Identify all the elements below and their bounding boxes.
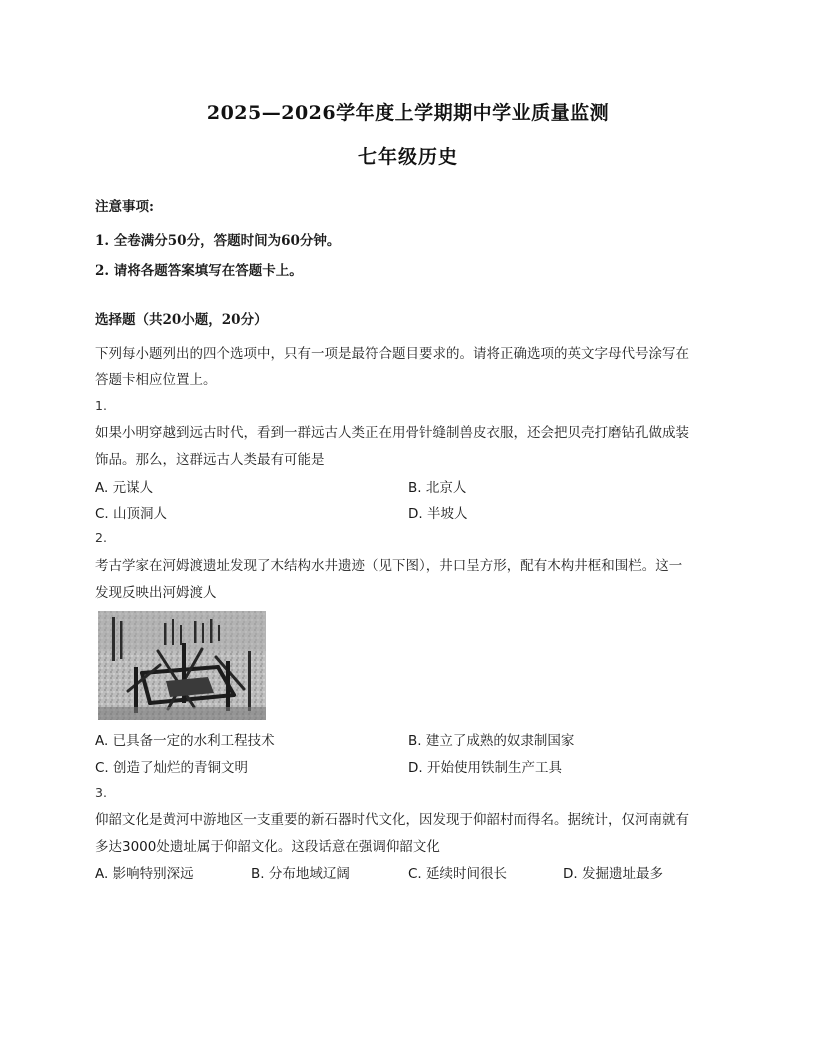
question-stem: 发现反映出河姆渡人 xyxy=(95,585,217,601)
question-number: 2. xyxy=(95,530,107,545)
option-a[interactable]: A. 元谋人 xyxy=(95,480,154,496)
hemudu-well-photo xyxy=(98,611,266,720)
option-a[interactable]: A. 影响特别深远 xyxy=(95,866,194,882)
question-stem: 如果小明穿越到远古时代，看到一群远古人类正在用骨针缝制兽皮衣服，还会把贝壳打磨钻孔做成装 xyxy=(95,425,689,441)
section-instructions: 答题卡相应位置上。 xyxy=(95,372,217,388)
notice-item: 1. 全卷满分50分，答题时间为60分钟。 xyxy=(95,233,341,249)
exam-title: 2025—2026学年度上学期期中学业质量监测 xyxy=(206,102,610,124)
section-instructions: 下列每小题列出的四个选项中，只有一项是最符合题目要求的。请将正确选项的英文字母代号涂写在 xyxy=(95,346,689,362)
question-stem: 多达3000处遗址属于仰韶文化。这段话意在强调仰韶文化 xyxy=(95,839,440,855)
option-d[interactable]: D. 发掘遗址最多 xyxy=(563,866,663,882)
option-c[interactable]: C. 延续时间很长 xyxy=(408,866,508,882)
option-d[interactable]: D. 半坡人 xyxy=(408,506,468,522)
option-b[interactable]: B. 建立了成熟的奴隶制国家 xyxy=(408,733,575,749)
question-stem: 饰品。那么，这群远古人类最有可能是 xyxy=(95,452,325,468)
option-c[interactable]: C. 创造了灿烂的青铜文明 xyxy=(95,760,249,776)
option-b[interactable]: B. 北京人 xyxy=(408,480,467,496)
question-stem: 考古学家在河姆渡遗址发现了木结构水井遗迹（见下图），井口呈方形，配有木构井框和围栏。这一 xyxy=(95,558,683,574)
question-number: 1. xyxy=(95,398,107,413)
question-stem: 仰韶文化是黄河中游地区一支重要的新石器时代文化，因发现于仰韶村而得名。据统计，仅河南就有 xyxy=(95,812,689,828)
exam-subject: 七年级历史 xyxy=(357,146,458,168)
notice-heading: 注意事项: xyxy=(95,199,154,215)
section-heading: 选择题（共20小题，20分） xyxy=(95,312,268,328)
option-d[interactable]: D. 开始使用铁制生产工具 xyxy=(408,760,562,776)
notice-item: 2. 请将各题答案填写在答题卡上。 xyxy=(95,263,303,279)
option-c[interactable]: C. 山顶洞人 xyxy=(95,506,168,522)
option-b[interactable]: B. 分布地域辽阔 xyxy=(251,866,350,882)
question-number: 3. xyxy=(95,785,107,800)
option-a[interactable]: A. 已具备一定的水利工程技术 xyxy=(95,733,275,749)
